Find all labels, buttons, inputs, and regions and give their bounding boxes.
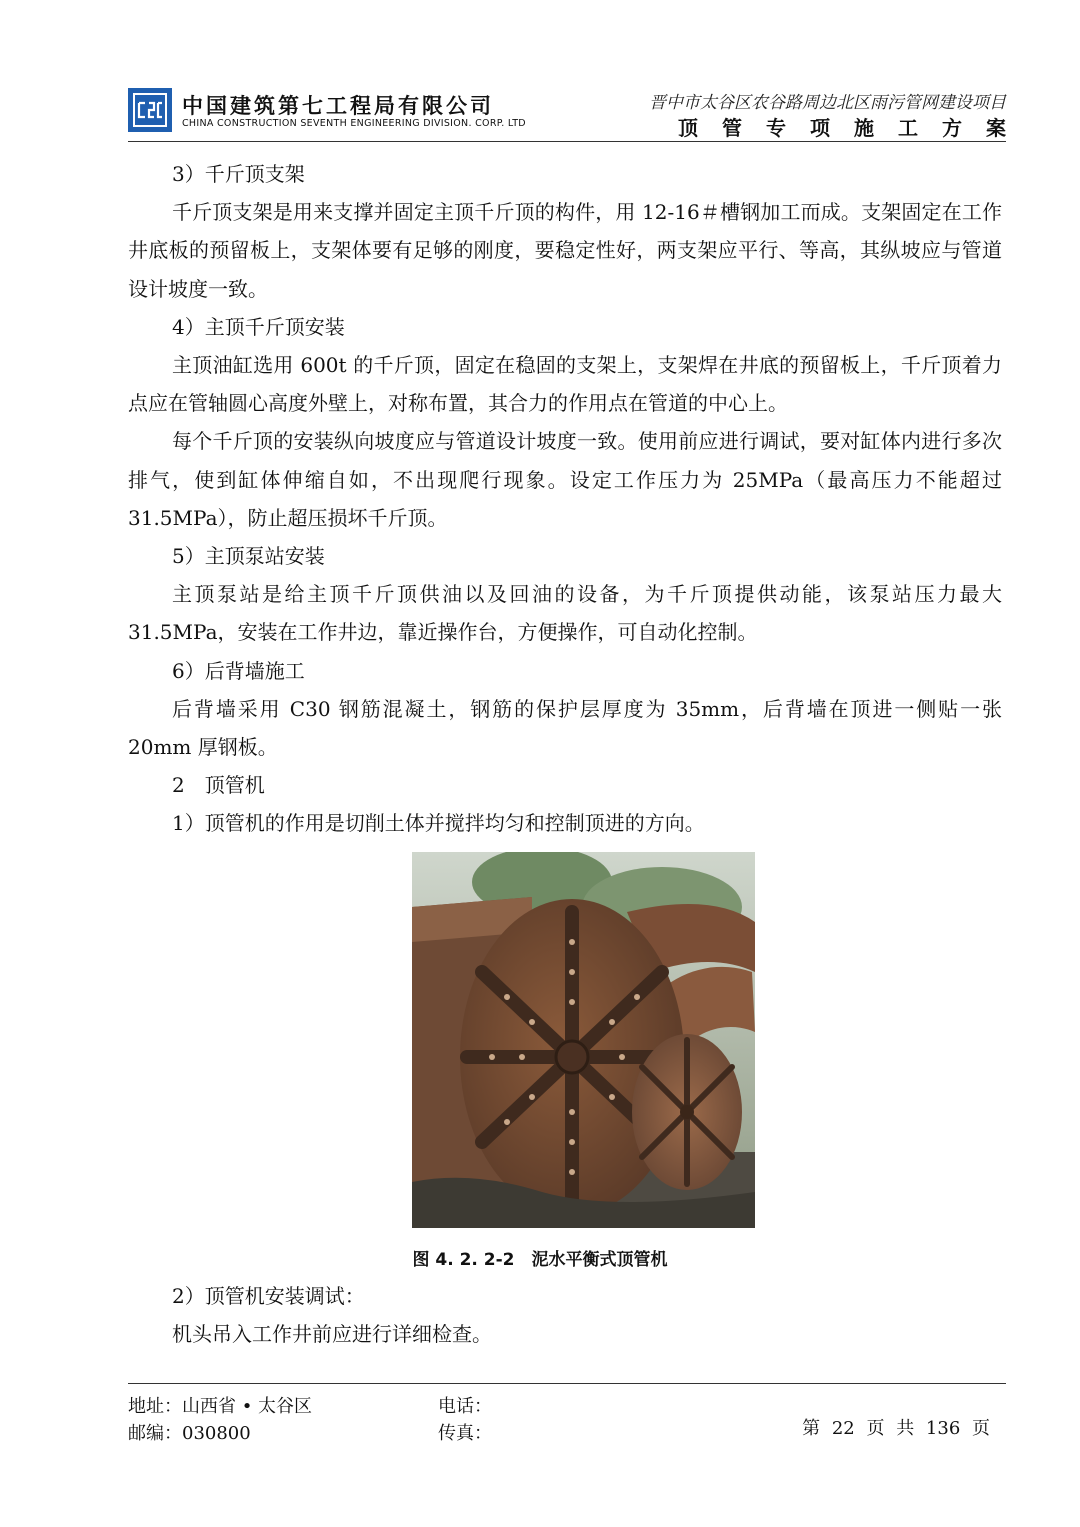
document-title: 顶管专项施工方案 <box>678 116 1030 140</box>
figure-caption: 图 4. 2. 2-2 泥水平衡式顶管机 <box>412 1250 668 1270</box>
body-text <box>128 155 1002 843</box>
tunnel-boring-machine-image <box>412 852 755 1228</box>
section-heading: 4）主顶千斤顶安装 <box>172 314 345 339</box>
section-heading: 2）顶管机安装调试： <box>172 1284 365 1308</box>
paragraph: 机头吊入工作井前应进行详细检查。 <box>172 1322 492 1347</box>
pipe-jacking-machine-photo <box>412 852 755 1228</box>
page-header <box>128 84 1030 140</box>
footer-phone: 电话： <box>438 1396 492 1417</box>
body-text-continued <box>128 1277 1002 1353</box>
paragraph: 主顶油缸选用 600t 的千斤顶，固定在稳固的支架上，支架焊在井底的预留板上，千斤顶着力点应在管轴圆心高度外壁上，对称布置，其合力的作用点在管道的中心上。 <box>128 353 1002 416</box>
page-number: 第 22 页 共 136 页 <box>802 1418 990 1439</box>
company-logo <box>128 88 172 132</box>
section-heading: 6）后背墙施工 <box>172 658 305 683</box>
project-title: 晋中市太谷区农谷路周边北区雨污管网建设项目 <box>649 93 1006 113</box>
footer-zip: 邮编：030800 <box>128 1423 251 1444</box>
section-heading: 2 顶管机 <box>172 773 265 798</box>
company-name-cn: 中国建筑第七工程局有限公司 <box>182 94 494 118</box>
footer-address: 地址：山西省 • 太谷区 <box>128 1396 313 1417</box>
company-name-en: CHINA CONSTRUCTION SEVENTH ENGINEERING DIVISION. CORP. LTD <box>182 118 526 129</box>
footer-fax: 传真： <box>438 1423 492 1444</box>
paragraph: 千斤顶支架是用来支撑并固定主顶千斤顶的构件，用 12-16＃槽钢加工而成。支架固定在工作井底板的预留板上，支架体要有足够的刚度，要稳定性好，两支架应平行、等高，其纵坡应与管道设计坡度一致。 <box>128 200 1002 301</box>
paragraph: 每个千斤顶的安装纵向坡度应与管道设计坡度一致。使用前应进行调试，要对缸体内进行多次排气，使到缸体伸缩自如，不出现爬行现象。设定工作压力为 25MPa（最高压力不能超过 31.5MPa），防止超压损坏千斤顶。 <box>128 429 1002 530</box>
paragraph: 1）顶管机的作用是切削土体并搅拌均匀和控制顶进的方向。 <box>172 811 705 836</box>
cscec-logo-icon <box>130 90 170 130</box>
header-divider <box>128 141 1006 142</box>
section-heading: 3）千斤顶支架 <box>172 162 305 186</box>
paragraph: 后背墙采用 C30 钢筋混凝土，钢筋的保护层厚度为 35mm，后背墙在顶进一侧贴一张 20mm 厚钢板。 <box>128 696 1002 760</box>
paragraph: 主顶泵站是给主顶千斤顶供油以及回油的设备，为千斤顶提供动能，该泵站压力最大 31.5MPa，安装在工作井边，靠近操作台，方便操作，可自动化控制。 <box>128 582 1002 645</box>
section-heading: 5）主顶泵站安装 <box>172 544 325 569</box>
footer-divider <box>128 1383 1006 1384</box>
page-footer <box>128 1392 1006 1452</box>
